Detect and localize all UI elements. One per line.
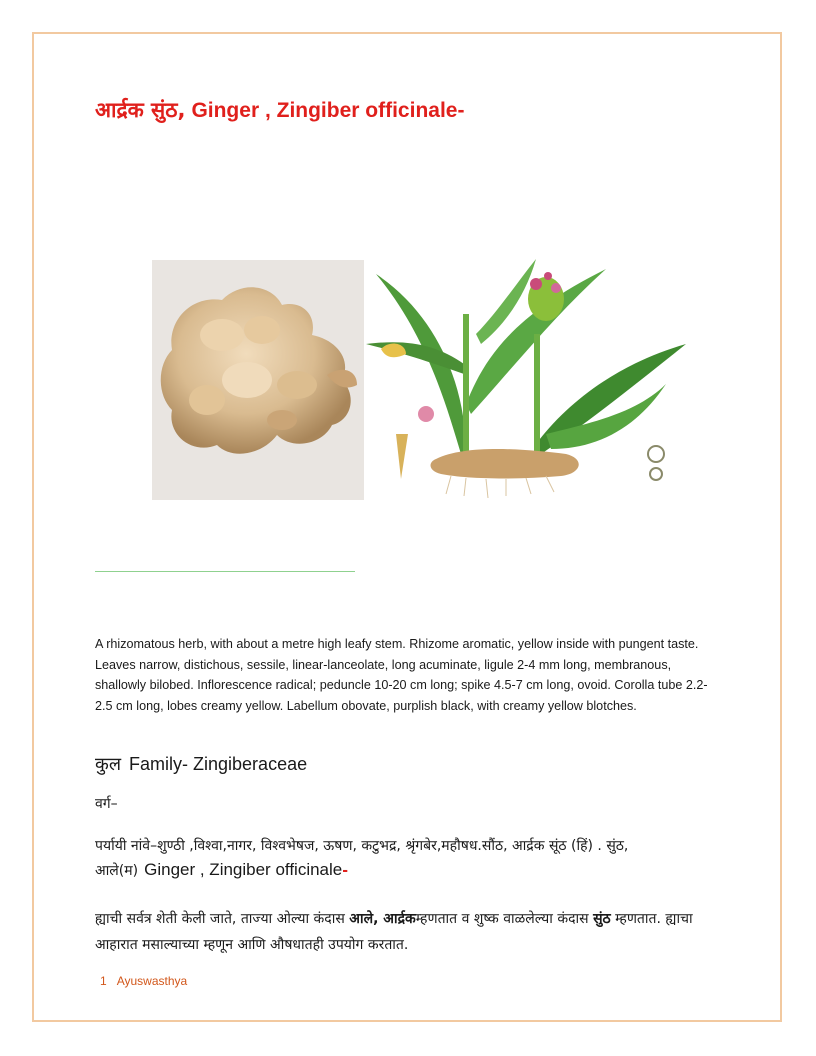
- usage-text-3: म्हणतात. ह्याचा आहारात मसाल्याच्या म्हणून आणि औषधातही उपयोग करतात.: [95, 911, 693, 953]
- divider-line: [95, 571, 355, 572]
- synonyms-latin: Ginger , Zingiber officinale: [144, 860, 343, 879]
- synonyms-dash: -: [342, 863, 349, 879]
- usage-paragraph: [95, 906, 725, 958]
- synonyms-text: पर्यायी नांवे–शुण्ठी ,विश्वा,नागर, विश्वभेषज, ऊषण, कटुभद्र, श्रृंगबेर,महौषध.सौंठ, आर्द्रक सूंठ (हिं) . सुंठ, आले(म): [95, 838, 629, 879]
- zingiber-botanical-illustration: [366, 254, 696, 500]
- varga-line: वर्ग–: [95, 796, 118, 812]
- ginger-plant-icon: [366, 254, 696, 500]
- usage-text-1: ह्याची सर्वत्र शेती केली जाते, ताज्या ओल्या कंदास: [95, 911, 350, 927]
- family-line: [95, 752, 307, 776]
- description-paragraph: A rhizomatous herb, with about a metre high leafy stem. Rhizome aromatic, yellow inside with pungent taste. Leaves narrow, distichous, sessile, linear-lanceolate, long acuminate, ligule 2-4 mm long, membranous, shallowly bilobed. Inflorescence radical; peduncle 10-20 cm long; spike 4.5-7 cm long, ovoid. Corolla tube 2.2-2.5 cm long, lobes creamy yellow. Labellum obovate, purplish black, with creamy yellow blotches.: [95, 637, 708, 713]
- title-latin: Ginger , Zingiber officinale-: [191, 99, 465, 122]
- ginger-rhizome-icon: [152, 260, 364, 500]
- page-number: 1: [100, 974, 107, 988]
- family-value: Family- Zingiberaceae: [129, 754, 308, 774]
- usage-text-2: म्हणतात व शुष्क वाळलेल्या कंदास: [415, 911, 594, 927]
- usage-bold-2: सुंठ: [593, 911, 611, 927]
- page-footer: [100, 974, 187, 988]
- title-marathi: आर्द्रक सुंठ,: [95, 98, 186, 122]
- synonyms-paragraph: [95, 834, 725, 883]
- page-title: [95, 96, 464, 124]
- usage-bold-1: आले, आर्द्रक: [349, 911, 416, 927]
- family-label: कुल: [95, 754, 122, 775]
- ginger-rhizome-photo: [152, 260, 364, 500]
- footer-site: Ayuswasthya: [116, 974, 188, 988]
